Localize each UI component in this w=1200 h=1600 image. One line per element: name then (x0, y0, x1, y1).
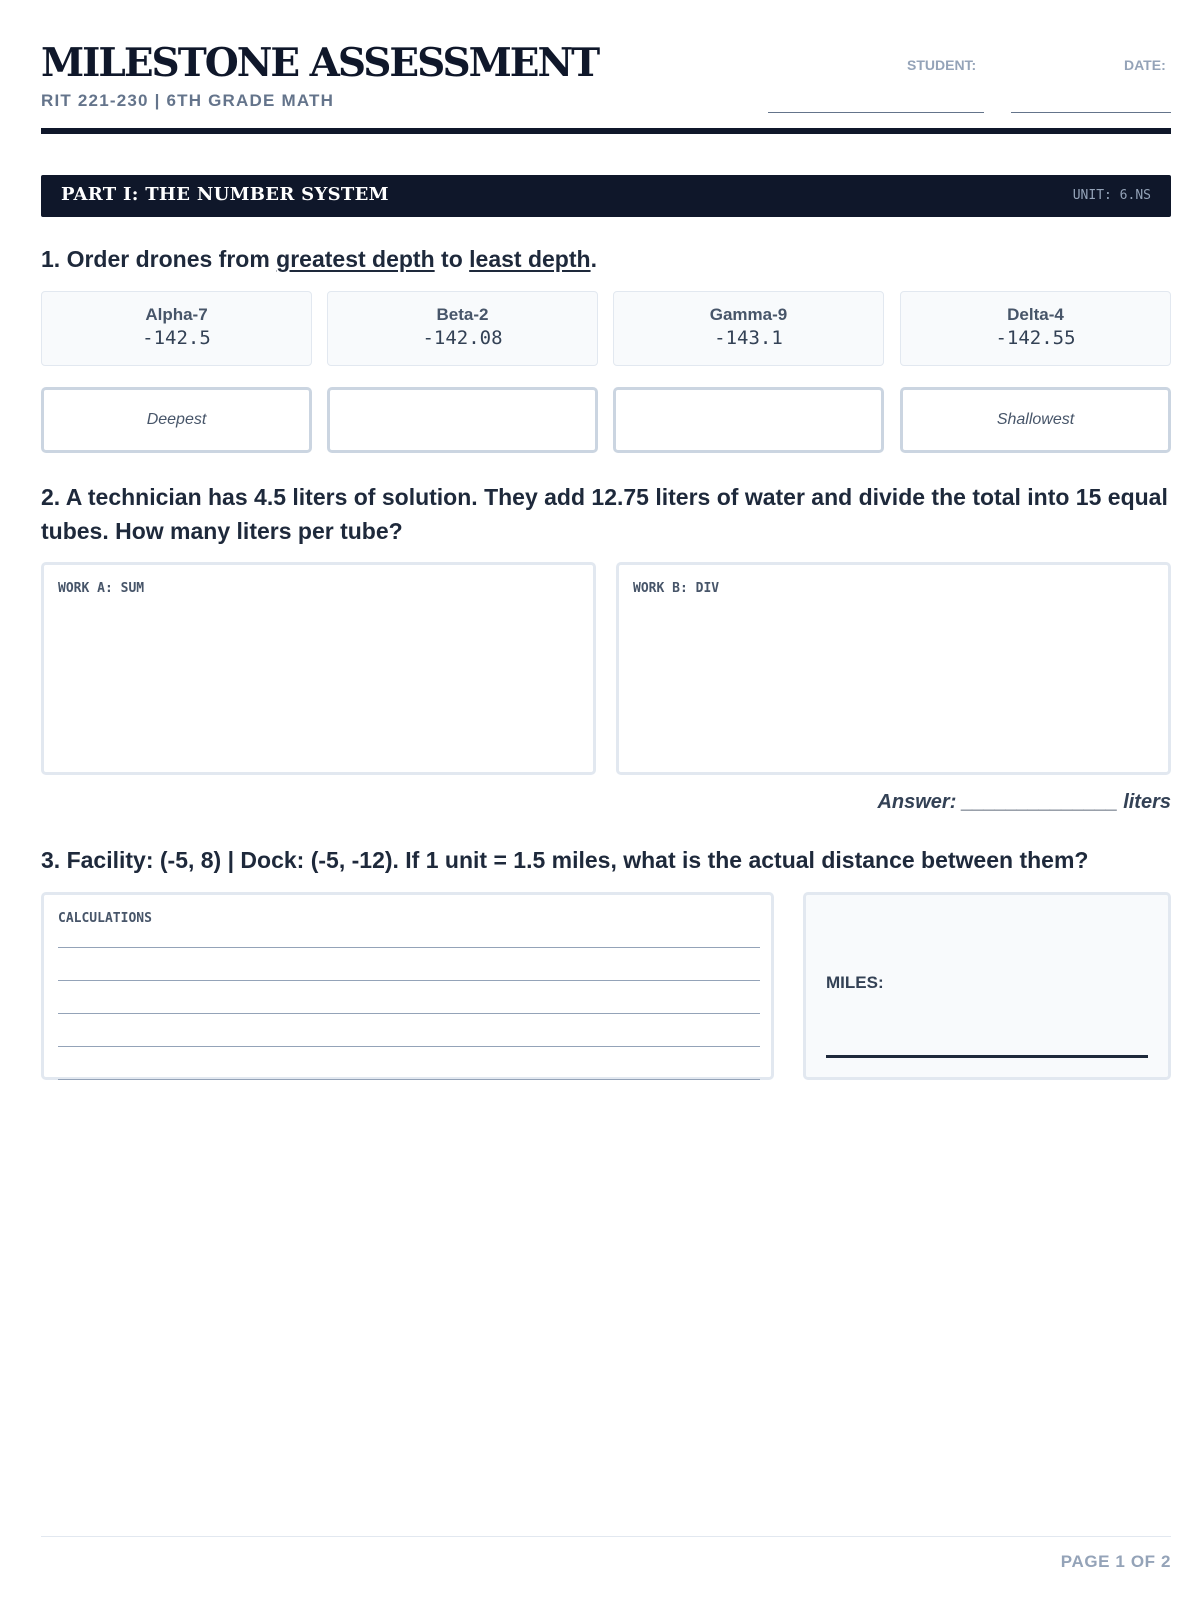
drone-name: Beta-2 (436, 305, 489, 324)
section-header (41, 175, 1171, 217)
drone-card-gamma (613, 291, 884, 366)
drone-name: Gamma-9 (709, 305, 788, 324)
drone-name: Alpha-7 (145, 305, 208, 324)
work-area-div[interactable] (616, 562, 1171, 775)
drone-name: Delta-4 (1007, 305, 1064, 324)
date-field[interactable] (1011, 112, 1171, 113)
order-answer-boxes (41, 387, 1171, 454)
miles-answer-box (803, 892, 1171, 1080)
answer-liters-field[interactable]: Answer: ______________ liters (877, 791, 1171, 813)
section-unit: UNIT: 6.NS (1072, 188, 1151, 203)
date-label: DATE: (1124, 57, 1166, 73)
page-number: PAGE 1 OF 2 (1060, 1552, 1171, 1571)
drone-cards (41, 291, 1171, 367)
work-area-label: WORK A: SUM (58, 581, 145, 596)
question-1-suffix: . (590, 246, 597, 272)
assessment-page (41, 0, 1171, 1600)
work-area-label: WORK B: DIV (633, 581, 720, 596)
section-title: PART I: THE NUMBER SYSTEM (61, 184, 389, 205)
drone-depth: -142.08 (422, 327, 503, 349)
miles-answer-field[interactable] (826, 1055, 1148, 1058)
calculation-rule (58, 1046, 760, 1047)
question-1-emphasis-least: least depth (469, 246, 591, 272)
header-divider (41, 128, 1171, 134)
question-1-text (41, 242, 597, 276)
calculation-rule (58, 980, 760, 981)
drone-depth: -142.55 (995, 327, 1076, 349)
question-1-prefix: 1. Order drones from (41, 246, 277, 272)
calculations-area[interactable] (41, 892, 774, 1080)
student-label: STUDENT: (907, 57, 977, 73)
drone-card-alpha (41, 291, 312, 366)
calculation-rule (58, 1079, 760, 1080)
drone-depth: -142.5 (142, 327, 211, 349)
drone-card-delta (900, 291, 1171, 366)
question-2-text: 2. A technician has 4.5 liters of solution. They add 12.75 liters of water and divide the total into 15 equal tubes. How many liters per tube? (41, 484, 1168, 544)
drone-depth: -143.1 (714, 327, 783, 349)
miles-label: MILES: (826, 973, 884, 992)
student-name-field[interactable] (768, 112, 984, 113)
question-1-emphasis-greatest: greatest depth (276, 246, 435, 272)
order-box-2[interactable] (327, 387, 598, 453)
page-subtitle: RIT 221-230 | 6TH GRADE MATH (41, 91, 335, 110)
page-header (41, 0, 1171, 136)
order-label: Shallowest (996, 411, 1075, 428)
order-label: Deepest (146, 411, 207, 428)
question-1-mid: to (434, 246, 470, 272)
calculation-rule (58, 1013, 760, 1014)
order-box-4[interactable] (900, 387, 1171, 453)
question-3-text: 3. Facility: (-5, 8) | Dock: (-5, -12). If 1 unit = 1.5 miles, what is the actual distance between them? (41, 847, 1089, 873)
work-area-sum[interactable] (41, 562, 596, 775)
footer-divider (41, 1536, 1171, 1537)
page-title: MILESTONE ASSESSMENT (41, 40, 599, 86)
drone-card-beta (327, 291, 598, 366)
calculation-rule (58, 947, 760, 948)
calculations-label: CALCULATIONS (58, 911, 152, 926)
order-box-1[interactable] (41, 387, 312, 453)
order-box-3[interactable] (613, 387, 884, 453)
